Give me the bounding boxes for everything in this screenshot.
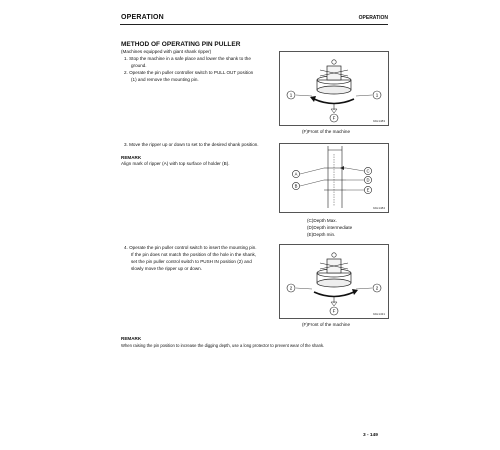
fig1-callout-front: F bbox=[332, 115, 336, 121]
step-2-line-1: 2. Operate the pin puller controller switch to PULL OUT position bbox=[124, 70, 254, 75]
fig2-callout-a: A bbox=[294, 171, 298, 177]
section-title: METHOD OF OPERATING PIN PULLER bbox=[121, 41, 241, 48]
fig2-callout-e: E bbox=[366, 187, 370, 193]
fig2-callout-d: D bbox=[366, 177, 370, 183]
step-4-line-2: If the pin does not match the position of the hole in the shank, bbox=[131, 252, 257, 257]
step-1-line-2: ground. bbox=[131, 63, 147, 68]
step-4-line-3: set the pin puller control switch to PUSH IN position (2) and bbox=[131, 259, 252, 264]
fig3-callout-right: 2 bbox=[375, 285, 379, 291]
fig1-callout-right: 1 bbox=[375, 92, 379, 98]
fig3-callout-front: F bbox=[332, 308, 336, 314]
fig1-caption: (F)Front of the machine bbox=[302, 129, 350, 134]
section-subtitle: (Machines equipped with giant shank ripper) bbox=[121, 49, 212, 54]
fig3-caption: (F)Front of the machine bbox=[302, 322, 350, 327]
remark-2-text: When raising the pin position to increase the digging depth, use a long protector to prevent wear of the shank. bbox=[121, 343, 325, 348]
fig1-callout-left: 1 bbox=[289, 92, 293, 98]
header-title-left: OPERATION bbox=[121, 14, 164, 21]
fig3-callout-left: 2 bbox=[289, 285, 293, 291]
step-4-line-4: slowly move the ripper up or down. bbox=[131, 266, 202, 271]
remark-1-label: REMARK bbox=[121, 155, 142, 160]
fig2-caption-d: (D)Depth intermediate bbox=[307, 225, 353, 230]
fig2-caption-c: (C)Depth Max. bbox=[307, 218, 337, 223]
fig2-callout-c: C bbox=[366, 168, 370, 174]
figure-pin-puller-pull-out bbox=[279, 51, 389, 126]
figure-pin-puller-push-in bbox=[279, 244, 389, 319]
step-2-line-2: (1) and remove the mounting pin. bbox=[131, 77, 199, 82]
fig2-callout-b: B bbox=[294, 183, 298, 189]
fig2-caption-e: (E)Depth min. bbox=[307, 232, 336, 237]
figure-shank-depth-marks bbox=[279, 143, 389, 213]
header-title-right: OPERATION bbox=[358, 15, 388, 21]
step-1-line-1: 1. Stop the machine in a safe place and lower the shank to the bbox=[124, 56, 251, 61]
fig3-code: 9JH1431 bbox=[372, 312, 385, 316]
step-3: 3. Move the ripper up or down to set to the desired shank position. bbox=[124, 142, 259, 147]
page-number: 3 - 149 bbox=[363, 433, 378, 438]
header-rule bbox=[120, 24, 388, 25]
fig2-code: 9JH1484 bbox=[372, 206, 385, 210]
remark-1-text: Align mark of ripper (A) with top surface of holder (B). bbox=[121, 161, 230, 166]
step-4-line-1: 4. Operate the pin puller control switch to insert the mounting pin. bbox=[124, 245, 257, 250]
fig1-code: 9JH1483 bbox=[372, 119, 385, 123]
remark-2-label: REMARK bbox=[121, 336, 142, 341]
